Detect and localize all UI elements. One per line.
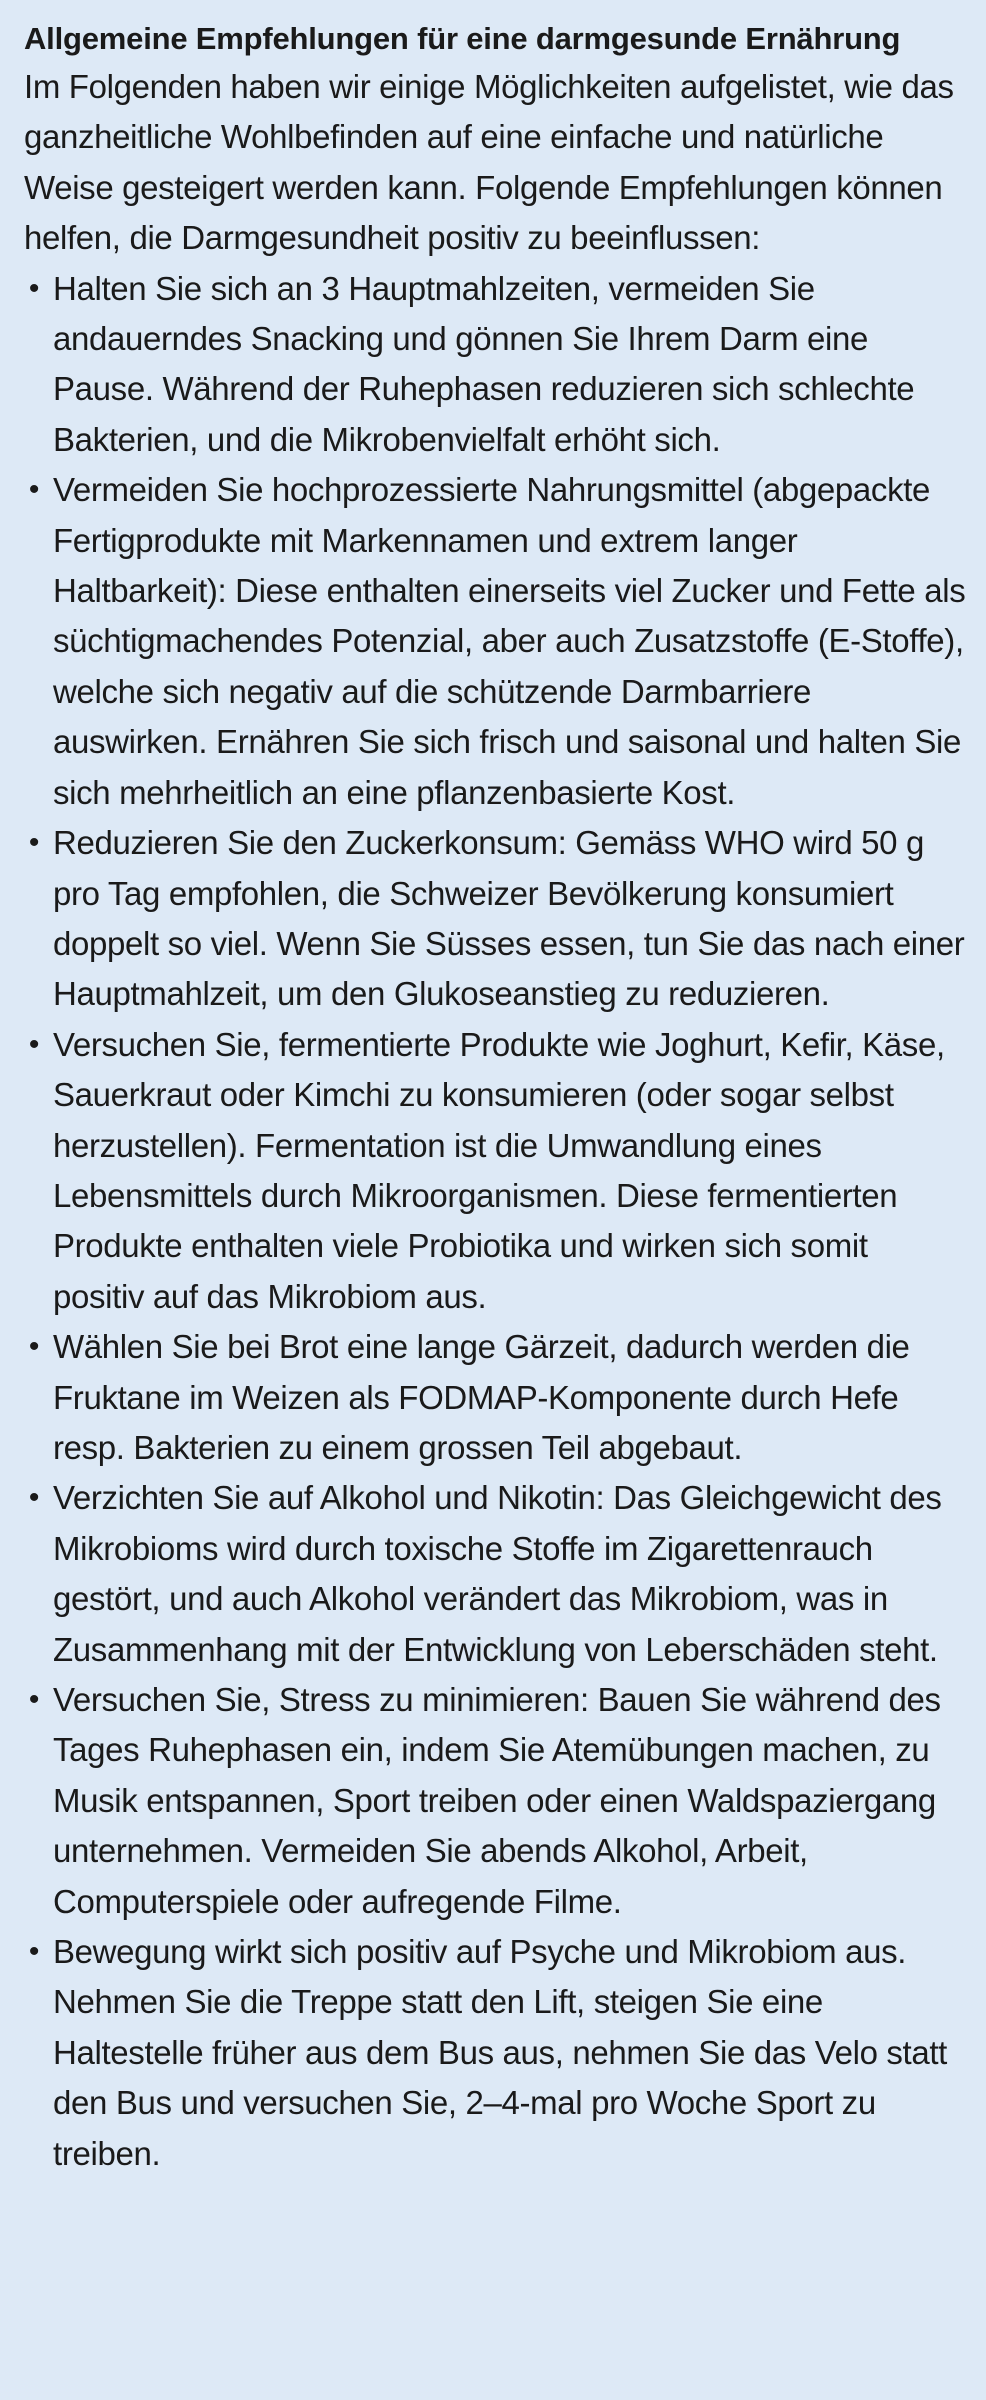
bullet-icon: • <box>28 1683 40 1716</box>
list-item <box>24 1927 966 2179</box>
document-title: Allgemeine Empfehlungen für eine darmgesunde Ernährung <box>24 21 901 56</box>
recommendation-list <box>24 264 966 2179</box>
list-item <box>24 1473 966 1675</box>
list-item-text: Wählen Sie bei Brot eine lange Gärzeit, dadurch werden die Fruktane im Weizen als FODMAP-Komponente durch Hefe resp. Bakterien zu einem grossen Teil abgebaut. <box>53 1328 910 1466</box>
intro-paragraph: Im Folgenden haben wir einige Möglichkeiten aufgelistet, wie das ganzheitliche Wohlbefinden auf eine einfache und natürliche Weise gesteigert werden kann. Folgende Empfehlungen können helfen, die Darmgesundheit positiv zu beeinflussen: <box>24 68 954 257</box>
list-item-text: Vermeiden Sie hochprozessierte Nahrungsmittel (abgepackte Fertigprodukte mit Markennamen und extrem langer Haltbarkeit): Diese enthalten einerseits viel Zucker und Fette als süchtigmachendes Potenzial, aber auch Zusatzstoffe (E-Stoffe), welche sich negativ auf die schützende Darmbarriere auswirken. Ernähren Sie sich frisch und saisonal und halten Sie sich mehrheitlich an eine pflanzenbasierte Kost. <box>53 471 966 811</box>
info-box <box>24 16 966 2179</box>
list-item <box>24 264 966 466</box>
list-item-text: Bewegung wirkt sich positiv auf Psyche und Mikrobiom aus. Nehmen Sie die Treppe statt den Lift, steigen Sie eine Haltestelle früher aus dem Bus aus, nehmen Sie das Velo statt den Bus und versuchen Sie, 2–4-mal pro Woche Sport zu treiben. <box>53 1933 947 2172</box>
list-item-text: Versuchen Sie, fermentierte Produkte wie Joghurt, Kefir, Käse, Sauerkraut oder Kimchi zu konsumieren (oder sogar selbst herzustellen). Fermentation ist die Umwandlung eines Lebensmittels durch Mikroorganismen. Diese fermentierten Produkte enthalten viele Probiotika und wirken sich somit positiv auf das Mikrobiom aus. <box>53 1025 945 1315</box>
list-item-text: Halten Sie sich an 3 Hauptmahlzeiten, vermeiden Sie andauerndes Snacking und gönnen Sie Ihrem Darm eine Pause. Während der Ruhephasen reduzieren sich schlechte Bakterien, und die Mikrobenvielfalt erhöht sich. <box>53 269 915 458</box>
list-item-text: Versuchen Sie, Stress zu minimieren: Bauen Sie während des Tages Ruhephasen ein, indem Sie Atemübungen machen, zu Musik entspannen, Sport treiben oder einen Waldspaziergang unternehmen. Vermeiden Sie abends Alkohol, Arbeit, Computerspiele oder aufregende Filme. <box>53 1681 941 1920</box>
list-item-text: Verzichten Sie auf Alkohol und Nikotin: Das Gleichgewicht des Mikrobioms wird durch toxische Stoffe im Zigarettenrauch gestört, und auch Alkohol verändert das Mikrobiom, was in Zusammenhang mit der Entwicklung von Leberschäden steht. <box>53 1479 942 1668</box>
list-item <box>24 1675 966 1927</box>
list-item <box>24 1322 966 1473</box>
list-item <box>24 1020 966 1322</box>
bullet-icon: • <box>28 1481 40 1515</box>
bullet-icon: • <box>28 1330 40 1364</box>
list-item-text: Reduzieren Sie den Zuckerkonsum: Gemäss WHO wird 50 g pro Tag empfohlen, die Schweizer Bevölkerung konsumiert doppelt so viel. Wenn Sie Süsses essen, tun Sie das nach einer Hauptmahlzeit, um den Glukoseanstieg zu reduzieren. <box>53 824 965 1013</box>
bullet-icon: • <box>28 473 40 507</box>
bullet-icon: • <box>28 271 40 305</box>
list-item <box>24 818 966 1020</box>
bullet-icon: • <box>28 826 40 860</box>
list-item <box>24 465 966 818</box>
bullet-icon: • <box>28 1935 40 1969</box>
bullet-icon: • <box>28 1027 40 1061</box>
